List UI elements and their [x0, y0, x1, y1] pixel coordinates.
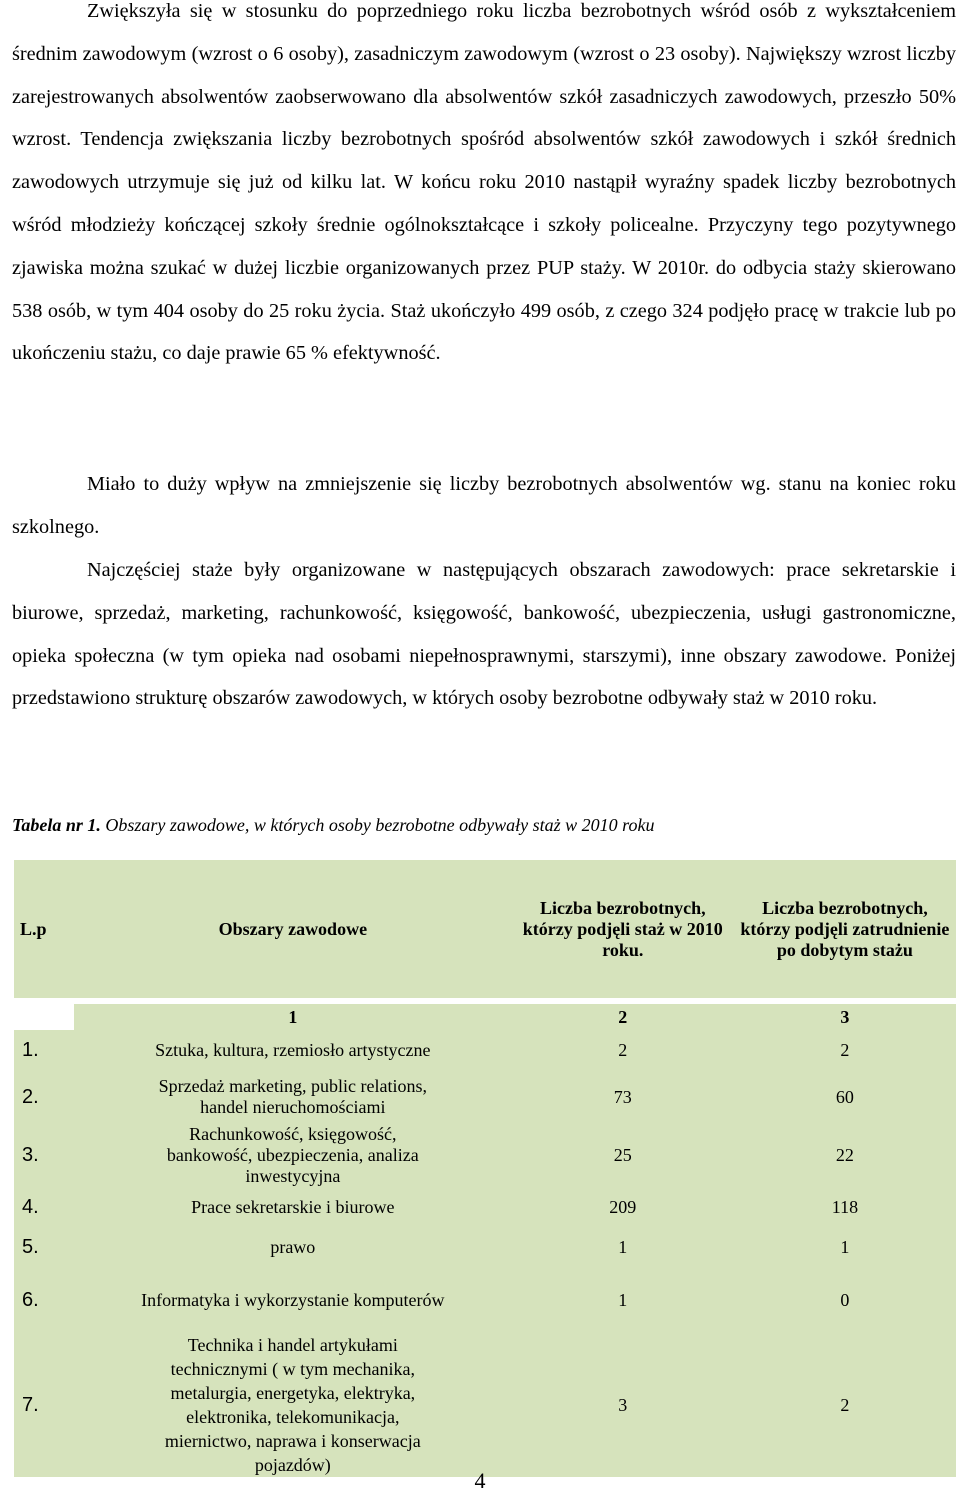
- header-obszary: Obszary zawodowe: [218, 918, 368, 939]
- table-caption: [12, 815, 655, 836]
- row-staz: 209: [609, 1196, 637, 1217]
- row-zatrudnienie: 1: [840, 1236, 850, 1257]
- row-lp: 5.: [22, 1235, 39, 1258]
- page-number: 4: [474, 1468, 486, 1493]
- row-lp: 7.: [22, 1393, 39, 1416]
- row-obszar: prawo: [270, 1236, 316, 1257]
- paragraph-impact: Miało to duży wpływ na zmniejszenie się liczby bezrobotnych absolwentów wg. stanu na koniec roku szkolnego.: [12, 473, 956, 538]
- row-lp: 1.: [22, 1038, 39, 1061]
- row-lp: 4.: [22, 1195, 39, 1218]
- row-obszar: Sprzedaż marketing, public relations, handel nieruchomościami: [158, 1076, 428, 1117]
- row-staz: 1: [618, 1289, 628, 1310]
- row-zatrudnienie: 0: [840, 1289, 850, 1310]
- paragraph-internship-areas: Najczęściej staże były organizowane w następujących obszarach zawodowych: prace sekretarskie i biurowe, sprzedaż, marketing, rachunkowość, księgowość, bankowość, ubezpieczenia, usługi gastronomiczne, opieka społeczna (w tym opieka nad osobami niepełnosprawnymi, starszymi), inne obszary zawodowe. Poniżej przedstawiono strukturę obszarów zawodowych, w których osoby bezrobotne odbywały staż w 2010 roku.: [12, 559, 956, 710]
- table-row: [14, 1187, 956, 1227]
- row-zatrudnienie: 22: [835, 1145, 854, 1165]
- row-lp: 3.: [22, 1144, 39, 1166]
- row-zatrudnienie: 60: [835, 1086, 854, 1107]
- table-row: [14, 1227, 956, 1267]
- row-lp: 2.: [22, 1085, 39, 1108]
- row-obszar: Prace sekretarskie i biurowe: [191, 1196, 395, 1217]
- header-staz: Liczba bezrobotnych, którzy podjęli staż w 2010 roku.: [522, 897, 723, 960]
- table-row: [14, 1124, 956, 1187]
- row-staz: 3: [618, 1394, 628, 1415]
- numbering-col-2: 2: [618, 1006, 628, 1027]
- table-row: [14, 1030, 956, 1070]
- header-zatrudnienie: Liczba bezrobotnych, którzy podjęli zatrudnienie po dobytym stażu: [740, 897, 950, 960]
- paragraph-unemployment-trends: Zwiększyła się w stosunku do poprzedniego roku liczba bezrobotnych wśród osób z wykształceniem średnim zawodowym (wzrost o 6 osoby), zasadniczym zawodowym (wzrost o 23 osoby). Największy wzrost liczby zarejestrowanych absolwentów zaobserwowano dla absolwentów szkół zasadniczych zawodowych, przeszło 50% wzrost. Tendencja zwiększania liczby bezrobotnych spośród absolwentów szkół zawodowych i szkół średnich zawodowych utrzymuje się już od kilku lat. W końcu roku 2010 nastąpił wyraźny spadek liczby bezrobotnych wśród młodzieży kończącej szkoły średnie ogólnokształcące i szkoły policealne. Przyczyny tego pozytywnego zjawiska można szukać w dużej liczbie organizowanych przez PUP staży. W 2010r. do odbycia staży skierowano 538 osób, w tym 404 osoby do 25 roku życia. Staż ukończyło 499 osób, z czego 324 podjęło pracę w trakcie lub po ukończeniu stażu, co daje prawie 65 % efektywność.: [12, 0, 956, 365]
- row-obszar: Informatyka i wykorzystanie komputerów: [141, 1289, 445, 1310]
- row-staz: 2: [618, 1039, 628, 1060]
- row-zatrudnienie: 118: [831, 1196, 859, 1217]
- row-zatrudnienie: 2: [840, 1039, 850, 1060]
- table-caption-label: Tabela nr 1.: [12, 815, 101, 835]
- row-obszar: Rachunkowość, księgowość, bankowość, ubezpieczenia, analiza inwestycyjna: [166, 1124, 419, 1186]
- row-staz: 1: [618, 1236, 628, 1257]
- table-row: [14, 1333, 956, 1477]
- table-row: [14, 1070, 956, 1124]
- row-lp: 6.: [22, 1288, 39, 1311]
- numbering-col-3: 3: [840, 1006, 850, 1027]
- table-header-row: [14, 860, 956, 998]
- numbering-row: [14, 1004, 956, 1030]
- row-staz: 25: [613, 1145, 632, 1165]
- row-obszar: Technika i handel artykułami technicznymi ( w tym mechanika, metalurgia, energetyka, elektryka, elektronika, telekomunikacja, miernictwo, naprawa i konserwacja pojazdów): [164, 1335, 421, 1475]
- table-caption-text: Obszary zawodowe, w których osoby bezrobotne odbywały staż w 2010 roku: [100, 815, 655, 835]
- row-obszar: Sztuka, kultura, rzemiosło artystyczne: [155, 1039, 431, 1060]
- internship-areas-table: [14, 860, 956, 1477]
- row-zatrudnienie: 2: [840, 1394, 850, 1415]
- table-row: [14, 1267, 956, 1333]
- row-staz: 73: [613, 1086, 632, 1107]
- header-lp: L.p: [20, 918, 47, 939]
- numbering-col-1: 1: [288, 1006, 298, 1027]
